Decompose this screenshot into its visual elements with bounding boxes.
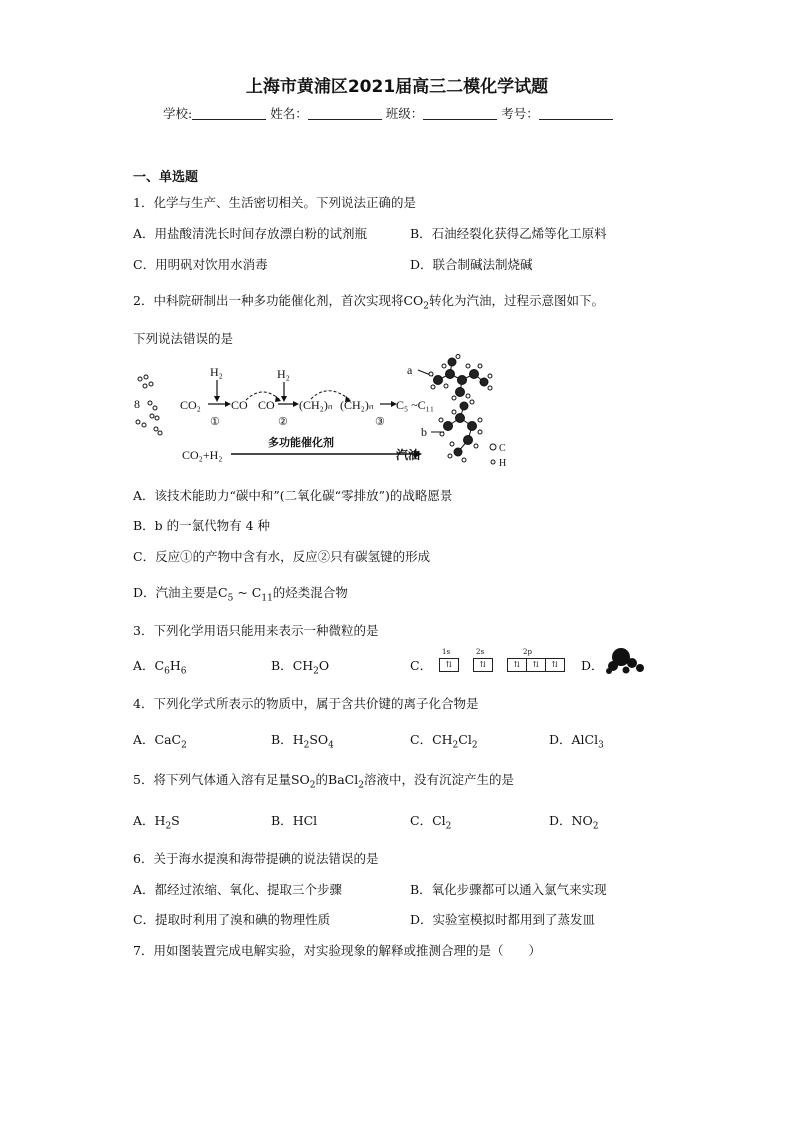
orbital-box-1s: ⇅: [439, 658, 459, 672]
school-label: 学校:: [163, 106, 193, 121]
q2-stem-part2: 转化为汽油，过程示意图如下。: [429, 293, 605, 308]
q2-option-a: A．该技术能助力“碳中和”(二氧化碳“零排放”)的战略愿景: [133, 488, 453, 503]
q2-formula-co2: $CO_2$: [403, 293, 430, 312]
q5-d-label: D．: [549, 813, 572, 828]
orbital-diagram: [437, 648, 571, 678]
q5-stem-part3: 溶液中，没有沉淀产生的是: [363, 772, 514, 787]
molecule-a-model: [429, 355, 492, 401]
q1-option-a: A．用盐酸清洗长时间存放漂白粉的试剂瓶: [133, 226, 368, 241]
q1-stem: 1．化学与生产、生活密切相关。下列说法正确的是: [133, 195, 416, 210]
q2-option-d-part2: 的烃类混合物: [272, 585, 348, 600]
q4-b-label: B．: [271, 732, 293, 747]
h2-label-1: H₂: [210, 365, 223, 379]
step-1-marker: ①: [210, 416, 220, 428]
label-8: 8: [134, 397, 140, 411]
page-title: 上海市黄浦区2021届高三二模化学试题: [245, 77, 549, 97]
q3-a-label: A．: [133, 658, 155, 673]
name-blank: [308, 107, 382, 120]
exam-no-label: 考号：: [501, 106, 539, 121]
q2-stem: [133, 291, 604, 312]
q3-option-b: B．$CH_2O$: [271, 658, 330, 677]
q1-option-b: B．石油经裂化获得乙烯等化工原料: [410, 226, 607, 241]
q6-stem: 6．关于海水提溴和海带提碘的说法错误的是: [133, 851, 379, 866]
orbital-box-2p-2: ⇅: [526, 658, 546, 672]
q3-option-d: [581, 656, 604, 674]
q2-stem-part1: 2．中科院研制出一种多功能催化剂，首次实现将: [133, 293, 404, 308]
q6-option-c: C．提取时利用了溴和碘的物理性质: [133, 912, 331, 927]
step-3-marker: ③: [375, 416, 385, 428]
orbital-box-2p-3: ⇅: [545, 658, 565, 672]
co-intermediate: CO: [258, 398, 275, 412]
ch2n-chain-1: (CH₂)ₙ: [299, 398, 333, 412]
q4-option-a: A．CaC$_2$: [133, 732, 187, 751]
q4-d-label: D．: [549, 732, 572, 747]
q3-option-c: [410, 656, 432, 674]
orbital-2p-label: 2p: [523, 648, 532, 656]
q5-stem-part2: 的: [315, 772, 329, 787]
orbital-box-2p-1: ⇅: [507, 658, 527, 672]
q3-c-label: C．: [410, 658, 433, 673]
orbital-1s-label: 1s: [442, 648, 451, 656]
q5-option-d: D．$NO_2$: [549, 813, 599, 832]
q5-a-label: A．: [133, 813, 155, 828]
orbital-2s-label: 2s: [476, 648, 485, 656]
class-blank: [423, 107, 497, 120]
q5-c-label: C．: [410, 813, 433, 828]
q6-option-b: B．氧化步骤都可以通入氯气来实现: [410, 882, 607, 897]
q7-stem: 7．用如图装置完成电解实验，对实验现象的解释或推测合理的是（ ）: [133, 943, 541, 958]
q5-option-b: B．HCl: [271, 813, 318, 828]
q4-a-label: A．: [133, 732, 155, 747]
molecule-a-label: a: [407, 363, 413, 377]
ch2n-chain-2: (CH₂)ₙ: [340, 398, 374, 412]
co2-to-gasoline-diagram: [128, 356, 507, 472]
q6-option-d: D．实验室模拟时都用到了蒸发皿: [410, 912, 596, 927]
q3-b-label: B．: [271, 658, 293, 673]
step-2-marker: ②: [278, 416, 288, 428]
class-label: 班级：: [385, 106, 424, 121]
molecule-b-label: b: [421, 425, 427, 439]
q3-option-a: A．$C_6H_6$: [133, 658, 187, 677]
h2-label-2: H₂: [277, 367, 290, 381]
q3-d-label: D．: [581, 658, 604, 673]
gasoline-label: 汽油: [396, 448, 421, 462]
legend-hydrogen: H: [499, 458, 507, 469]
q4-stem: 4．下列化学式所表示的物质中，属于含共价键的离子化合物是: [133, 696, 479, 711]
molecule-model-icon: [604, 646, 646, 676]
catalyst-label: 多功能催化剂: [268, 436, 334, 449]
q2-option-d: D．汽油主要是$C_5$ ~ $C_{11}$的烃类混合物: [133, 585, 348, 604]
q6-option-a: A．都经过浓缩、氧化、提取三个步骤: [133, 882, 343, 897]
co2-reactant: CO₂: [180, 398, 201, 412]
q2-stem2: 下列说法错误的是: [133, 331, 234, 346]
molecule-b-model: [439, 400, 482, 462]
c5-c11-product: C₅ ~C₁₁: [396, 398, 435, 412]
name-label: 姓名：: [270, 106, 308, 121]
q5-option-a: A．$H_2S$: [133, 813, 180, 832]
q2-option-b: B．b 的一氯代物有 4 种: [133, 518, 271, 533]
student-info-line: [163, 104, 613, 122]
q5-b-label: B．: [271, 813, 293, 828]
q5-option-c: C．$Cl_2$: [410, 813, 452, 832]
q3-stem: 3．下列化学用语只能用来表示一种微粒的是: [133, 623, 379, 638]
q4-option-b: B．$H_2SO_4$: [271, 732, 334, 751]
exam-no-blank: [539, 107, 613, 120]
q2-option-d-part1: D．汽油主要是: [133, 585, 219, 600]
q2-option-c: C．反应①的产物中含有水，反应②只有碳氢键的形成: [133, 549, 431, 564]
legend-carbon: C: [499, 443, 506, 454]
orbital-box-2s: ⇅: [473, 658, 493, 672]
q5-stem-part1: 5．将下列气体通入溶有足量: [133, 772, 291, 787]
section-heading: 一、单选题: [133, 170, 199, 185]
co2-h2-reactants: CO₂+H₂: [182, 448, 223, 462]
school-blank: [192, 107, 266, 120]
q5-stem: 5．将下列气体通入溶有足量$SO_2$的BaCl$_2$溶液中，没有沉淀产生的是: [133, 772, 514, 791]
q1-option-d: D．联合制碱法制烧碱: [410, 257, 533, 272]
q1-option-c: C．用明矾对饮用水消毒: [133, 257, 268, 272]
co-product: CO: [231, 398, 248, 412]
q4-c-label: C．: [410, 732, 433, 747]
q4-option-d: D．AlCl$_3$: [549, 732, 604, 751]
q4-option-c: C．$CH_2Cl_2$: [410, 732, 478, 751]
